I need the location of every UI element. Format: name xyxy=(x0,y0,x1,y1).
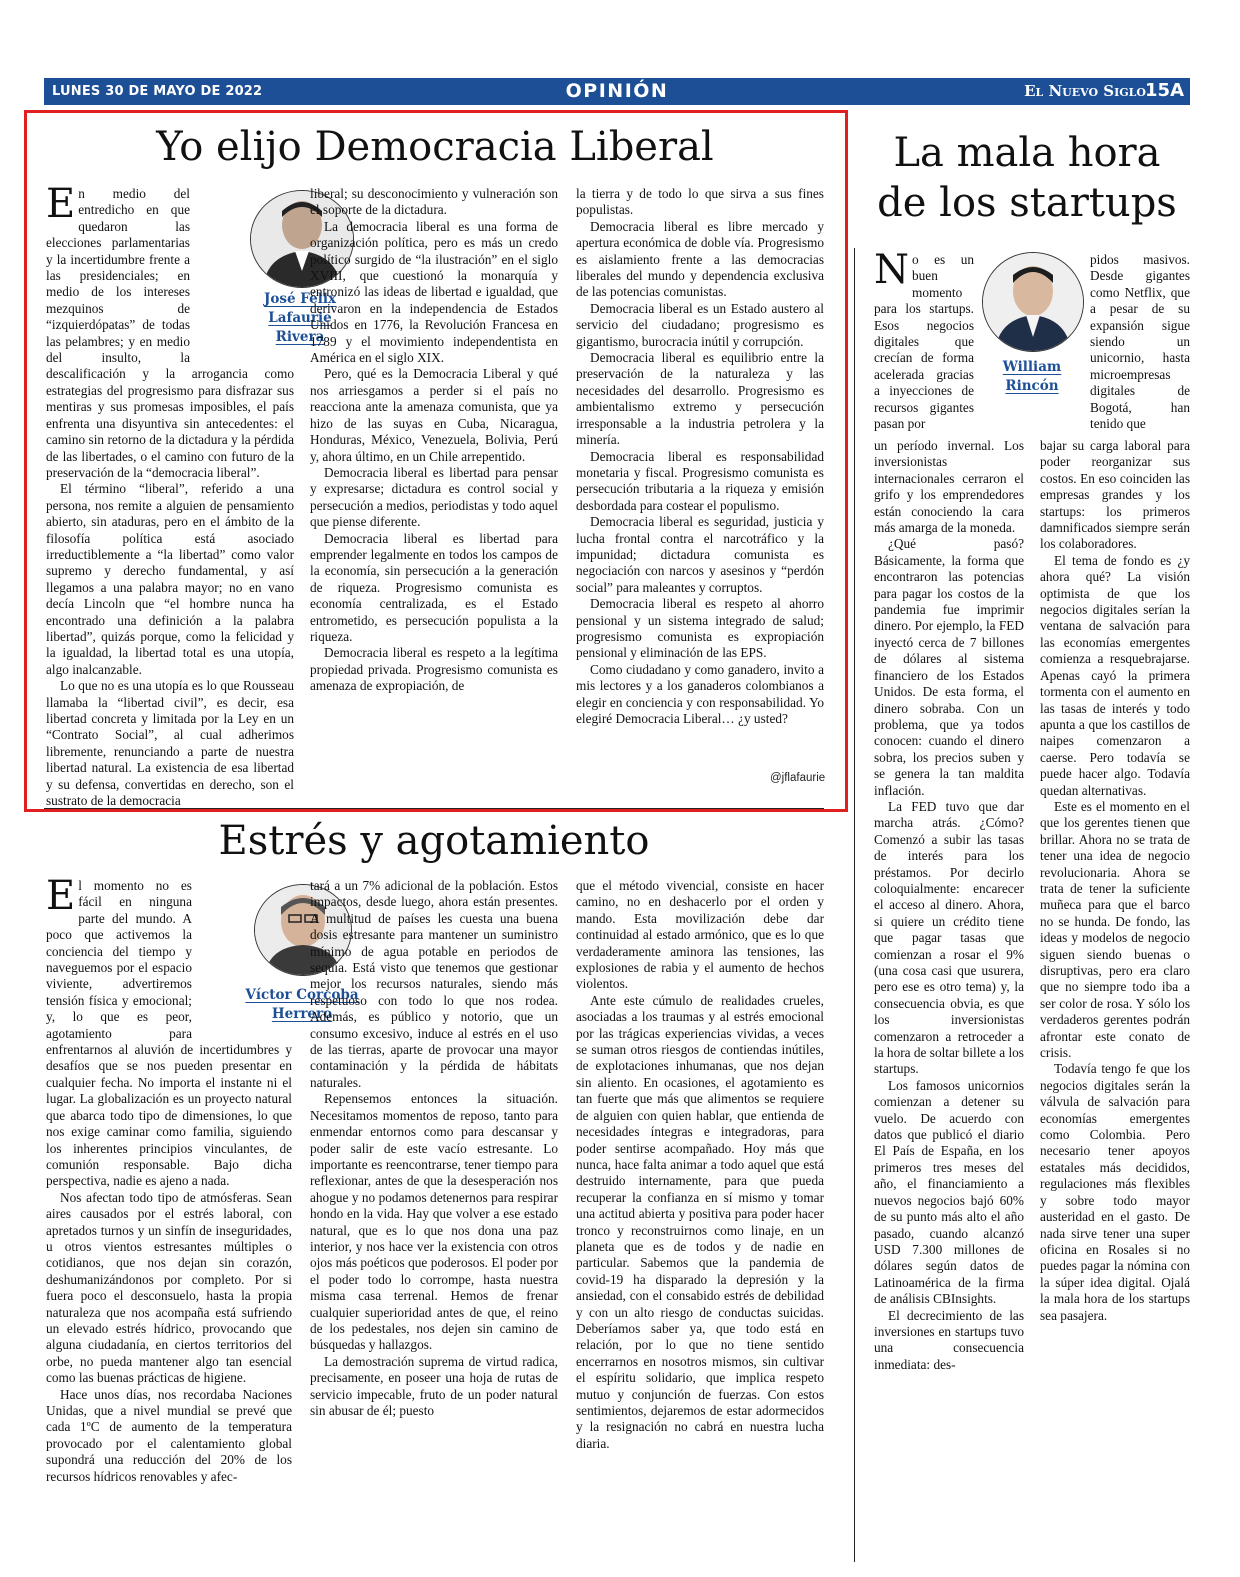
paragraph: Democracia liberal es responsabilidad monetaria y fiscal. Progresismo comunista es persecución tributaria a la riqueza y emisión desbordada para costear el populismo. xyxy=(576,448,824,513)
article2-column-2 xyxy=(310,878,558,1419)
paragraph: Repensemos entonces la situación. Necesitamos momentos de reposo, tanto para enmendar entornos como para descansar y poder salir de este vacío estresante. Lo importante es reencontrarse, tener tiempo para reflexionar, antes de que la desesperación nos ahogue y no podamos detenernos para respirar hondo en la vida. Hay que volver a ese estado natural, que es lo que nos dona una paz interior, y nos hace ver la existencia con otros ojos más poéticos que poderosos. El poder por el poder todo lo corrompe, hasta nuestra misma casa terrenal. Hemos de frenar cualquier superioridad antes de que, el reino de los pedestales, nos dejen sin camino de búsquedas y hallazgos. xyxy=(310,1091,558,1353)
paragraph: El momento no es fácil en ninguna parte del mundo. A poco que activemos la conciencia del tiempo y naveguemos por el espacio viviente, advertiremos tensión física y emocional; y, lo que es peor, agotamiento para enfrentarnos al aluvión de incertidumbres y desafíos que se nos pueden presentar en cualquier fecha. No importa el instante ni el lugar. La globalización es un proyecto natural que abarca todo tipo de dimensiones, lo que nos exige caminar como familia, siguiendo los inherentes principios vinculantes, de comunión responsable. Bajo dicha perspectiva, nadie es ajeno a nada. xyxy=(46,873,292,1189)
paragraph: Hace unos días, nos recordaba Naciones Unidas, que a nivel mundial se prevé que cada 1ºC de aumento de la temperatura provocado por el calentamiento global supondrá una reducción del 20% de los recursos hídricos renovables y afec- xyxy=(46,1386,292,1484)
article1-column-3 xyxy=(576,186,824,727)
article3-column-1-top xyxy=(874,247,974,432)
headline-line: La mala hora xyxy=(893,130,1161,176)
paragraph: En medio del entredicho en que quedaron las elecciones parlamentarias y la incertidumbre frente a las presidenciales; en medio de los intereses mezquinos de “izquierdópatas” de todas las pelambres; y en medio del insulto, la descalificación y la arrogancia como estrategias del progresismo para disfrazar sus mentiras y sus promesas imposibles, el país enfrenta una disyuntiva sin antecedentes: el camino sin retorno de la dictadura y la pérdida de las libertades, o el camino con futuro de la preservación de la “democracia liberal”. xyxy=(46,181,294,480)
portrait-icon xyxy=(983,253,1083,351)
paragraph: Democracia liberal es seguridad, justicia y lucha frontal contra el narcotráfico y la impunidad; dictadura comunista es negociación con narcos y asesinos y “perdón social” para maleantes y corruptos. xyxy=(576,514,824,595)
author-photo xyxy=(982,252,1084,352)
paragraph: bajar su carga laboral para poder reorganizar sus costos. En eso coinciden las empresas grandes y los startups: los primeros damnificados siempre serán los colaboradores. xyxy=(1040,438,1190,552)
paragraph: La democracia liberal es una forma de organización política, pero es más un credo político surgido de “la ilustración” en el siglo XVIII, que cuestionó la monarquía y entronizó las ideas de libertad e igualdad, que derivaron en la independencia de Estados Unidos en 1776, la Revolución Francesa en 1789 y el movimiento independentista en América en el siglo XIX. xyxy=(310,218,558,366)
article3-column-2-top xyxy=(1090,252,1190,432)
column-divider xyxy=(854,248,855,1562)
page-number: 15A xyxy=(1145,80,1184,101)
paragraph: Pero, qué es la Democracia Liberal y qué nos arriesgamos a perder si el país no reacciona ante la amenaza comunista, que ya hizo de las suyas en Cuba, Nicaragua, Honduras, México, Venezuela, Bolivia, Perú y, ahora último, en un Chile arrepentido. xyxy=(310,366,558,464)
paragraph: El término “liberal”, referido a una persona, nos remite a alguien de pensamiento abierto, sin ataduras, pero en el ámbito de la filosofía política está asociado irreductiblemente a “la libertad” como valor supremo y derecho fundamental, y así llegamos a una palabra mayor; no en vano decía Lincoln que “el hombre nunca ha encontrado una definición a la palabra libertad”, quizás porque, como la felicidad y la igualdad, la libertad total es una utopía, algo inalcanzable. xyxy=(46,481,294,677)
article1-column-2 xyxy=(310,186,558,695)
author-name-line: Rivera xyxy=(275,329,325,345)
paragraph: Democracia liberal es libertad para emprender legalmente en todos los campos de la economía, sin persecución a la generación de riqueza. Progresismo comunista es economía centralizada, es el Estado entrometido, es persecución populista a la riqueza. xyxy=(310,530,558,644)
author-name-line: Rincón xyxy=(1005,378,1059,394)
paragraph: Democracia liberal es respeto al ahorro pensional y un sistema integrado de salud; progresismo comunista es expropiación pensional y eliminación de las EPS. xyxy=(576,596,824,661)
article3-column-2 xyxy=(1040,438,1190,1324)
article1-headline: Yo elijo Democracia Liberal xyxy=(156,124,714,170)
paragraph: la tierra y de todo lo que sirva a sus fines populistas. xyxy=(576,186,824,218)
article2-column-3 xyxy=(576,878,824,1452)
paragraph: Democracia liberal es un Estado austero al servicio del ciudadano; progresismo es gigantismo, burocracia inútil y corrupción. xyxy=(576,300,824,349)
paragraph: El tema de fondo es ¿y ahora qué? La visión optimista de que los negocios digitales serían la ventana de salvación para las economías emergentes comienza a resquebrajarse. Apenas cayó la primera tormenta con el aumento en las tasas de interés y todo apunta a que los castillos de naipes comenzaron a caerse. Pero todavía se puede hacer algo. Todavía quedan alternativas. xyxy=(1040,552,1190,798)
paragraph: que el método vivencial, consiste en hacer camino, no en deshacerlo por el orden y mando. Esta movilización debe dar continuidad al estado armónico, que es lo que verdaderamente aminora las tensiones, las explosiones de rabia y el aumento de hechos violentos. xyxy=(576,878,824,992)
paragraph: Democracia liberal es respeto a la legítima propiedad privada. Progresismo comunista es amenaza de expropiación, de xyxy=(310,645,558,694)
section-title: OPINIÓN xyxy=(565,80,669,102)
drop-cap: E xyxy=(46,181,76,227)
paragraph: Los famosos unicornios comienzan a detener su vuelo. De acuerdo con datos que publicó el diario El País de España, en los primeros tres meses del año, el financiamiento a nuevos negocios bajó 60% de su punto más alto el año pasado, cuando alcanzó USD 7.300 millones de dólares según datos de Latinoamérica de la firma de análisis CBInsights. xyxy=(874,1077,1024,1307)
paragraph: un período invernal. Los inversionistas internacionales cerraron el grifo y los emprendedores están conociendo la cara más amarga de la moneda. xyxy=(874,438,1024,536)
masthead-bar xyxy=(44,78,1190,105)
paragraph: Este es el momento en el que los gerentes tienen que brillar. Ahora no se trata de tener una idea de negocio revolucionaria. Ahora se trata de tener la suficiente muñeca para que el barco no se hunda. De fondo, las ideas y modelos de negocio siguen siendo buenas o disruptivas, pero era claro que no siempre todo iba a ser color de rosa. Y sólo los verdaderos gerentes podrán afrontar este conato de crisis. xyxy=(1040,798,1190,1061)
paragraph: La FED tuvo que dar marcha atrás. ¿Cómo? Comenzó a subir las tasas de interés para los préstamos. Por decirlo coloquialmente: encarecer el acceso al dinero. Ahora, si quiere un crédito tiene que pagar tasas que comienzan a rosar el 9% (una cosa casi que usurera, pero ese es otro tema) y, la consecuencia obvia, es que los inversionistas comenzaron a retroceder a la hora de soltar billete a los startups. xyxy=(874,798,1024,1077)
paragraph: El decrecimiento de las inversiones en startups tuvo una consecuencia inmediata: des- xyxy=(874,1307,1024,1372)
article1-column-1 xyxy=(46,181,294,809)
issue-date: LUNES 30 DE MAYO DE 2022 xyxy=(52,84,263,99)
paragraph: tará a un 7% adicional de la población. Estos impactos, desde luego, ahora están presentes. A multitud de países les cuesta una buena dosis estresante para mantener un suministro mínimo de agua potable en periodos de sequía. Está visto que tenemos que gestionar mejor los recursos naturales, siendo más respetuoso con todo lo que nos rodea. Además, es público y notorio, que un consumo excesivo, induce al estrés en el uso de las tierras, aparte de provocar una mayor contaminación y la pérdida de hábitats naturales. xyxy=(310,878,558,1090)
article-divider xyxy=(44,808,824,809)
author-name-line: José Félix xyxy=(263,291,337,307)
headline-line: de los startups xyxy=(877,180,1177,226)
paragraph: Democracia liberal es libre mercado y apertura económica de doble vía. Progresismo es aislamiento frente a las democracias liberales del mundo y dependencia exclusiva de las potencias comunistas. xyxy=(576,218,824,300)
newspaper-name: El Nuevo Siglo xyxy=(1024,82,1146,100)
author-twitter-handle: @jflafaurie xyxy=(770,772,826,784)
author-name-line: Lafaurie xyxy=(268,310,332,326)
article3-headline xyxy=(862,128,1192,228)
paragraph: Todavía tengo fe que los negocios digitales serán la válvula de salvación para economías emergentes como Colombia. Pero necesario tener apoyos estatales más decididos, regulaciones más flexibles y sobre todo mayor austeridad en el gasto. De nada sirve tener una super oficina en Rosales si no puedes pagar la nómina con la súper idea digital. Ojalá la mala hora de los startups sea pasajera. xyxy=(1040,1061,1190,1323)
paragraph: pidos masivos. Desde gigantes como Netflix, que a pesar de su expansión sigue siendo un unicornio, hasta microempresas digitales de Bogotá, han tenido que xyxy=(1090,252,1190,432)
author-name-line: Herrero xyxy=(271,1006,333,1022)
article2-headline: Estrés y agotamiento xyxy=(218,818,650,864)
paragraph: Democracia liberal es equilibrio entre la preservación de la naturaleza y las necesidades del desarrollo. Progresismo es ambientalismo extremo y persecución irresponsable a la industria petrolera y la minería. xyxy=(576,350,824,448)
paragraph: Lo que no es una utopía es lo que Rousseau llamaba la “libertad civil”, es decir, esa libertad concreta y limitada por la Ley en un “Contrato Social”, al cual adherimos libremente, renunciando a parte de nuestra libertad natural. La existencia de esa libertad y su defensa, convertidas en derecho, son el sustrato de la democracia xyxy=(46,678,294,809)
paragraph: No es un buen momento para los startups. Esos negocios digitales que crecían de forma acelerada gracias a inyecciones de recursos gigantes pasan por xyxy=(874,247,974,432)
paragraph: La demostración suprema de virtud radica, precisamente, en poseer una hoja de rutas de servicio impecable, fruto de un poder natural sin abusar de él; puesto xyxy=(310,1353,558,1418)
author-name-line: William xyxy=(1002,359,1062,375)
author-byline xyxy=(982,358,1082,396)
author-name-line: Víctor Corcoba xyxy=(245,987,359,1003)
drop-cap: E xyxy=(46,873,76,919)
paragraph: Como ciudadano y como ganadero, invito a mis lectores y a los ganaderos colombianos a elegir en conciencia y con responsabilidad. Yo elegiré Democracia Liberal… ¿y usted? xyxy=(576,661,824,726)
paragraph: liberal; su desconocimiento y vulneración son el soporte de la dictadura. xyxy=(310,186,558,218)
paragraph: ¿Qué pasó? Básicamente, la forma que encontraron las potencias para pagar los costos de la pandemia fue imprimir dinero. Por ejemplo, la FED inyectó cerca de 7 billones de dólares al sistema financiero de los Estados Unidos. De esta forma, el dinero sobraba. Con un problema, que ya todos conocen: cuando el dinero sobra, los precios suben y se genera la tan maldita inflación. xyxy=(874,536,1024,798)
drop-cap: N xyxy=(874,247,909,293)
paragraph: Democracia liberal es libertad para pensar y expresarse; dictadura es control social y persecución a medios, periodistas y todo aquel que piense diferente. xyxy=(310,464,558,530)
paragraph: Nos afectan todo tipo de atmósferas. Sean aires causados por el estrés laboral, con apretados turnos y un sinfín de inseguridades, u otros vientos estresantes múltiples o cotidianos, que nos dejan sin corazón, deshumanizándonos por completo. Por si fuera poco el desconsuelo, hasta la propia naturaleza que nos acompaña está sufriendo un elevado estrés hídrico, provocando que alguna ciudadanía, en ciertos territorios del orbe, no pueda mantener algo tan esencial como las buenas prácticas de higiene. xyxy=(46,1189,292,1386)
article3-column-1 xyxy=(874,438,1024,1373)
article2-column-1 xyxy=(46,873,292,1485)
paragraph: Ante este cúmulo de realidades crueles, asociadas a los traumas y al estrés emocional por las trágicas experiencias vividas, a veces se suman otros riesgos de contiendas inútiles, de explotaciones inhumanas, que nos dejan sin aliento. En ocasiones, el agotamiento es tan fuerte que más que alimentos se requiere de alguien con quien hablar, que entienda de necesidades íntegras e integradoras, para poder sentirse acompañado. Hoy más que nunca, hace falta animar a todo aquel que está destruido internamente, para que pueda recuperar la confianza en sí mismo y tomar una actitud abierta y positiva para poder hacer tronco y reconstruirnos como linaje, en un planeta que es de todos y de nadie en particular. Sabemos que la pandemia de covid-19 ha disparado la depresión y la ansiedad, con el consabido estrés de debilidad y con un alto riesgo de conductas suicidas. Deberíamos saber ya, que todo está en relación, por lo que no tiene sentido encerrarnos en nosotros mismos, sin cultivar el espíritu solidario, que implica respeto mutuo y conjunción de fuerzas. Con estos sentimientos, dejaremos de estar adormecidos y la resignación no cabrá en nuestra lucha diaria. xyxy=(576,992,824,1451)
